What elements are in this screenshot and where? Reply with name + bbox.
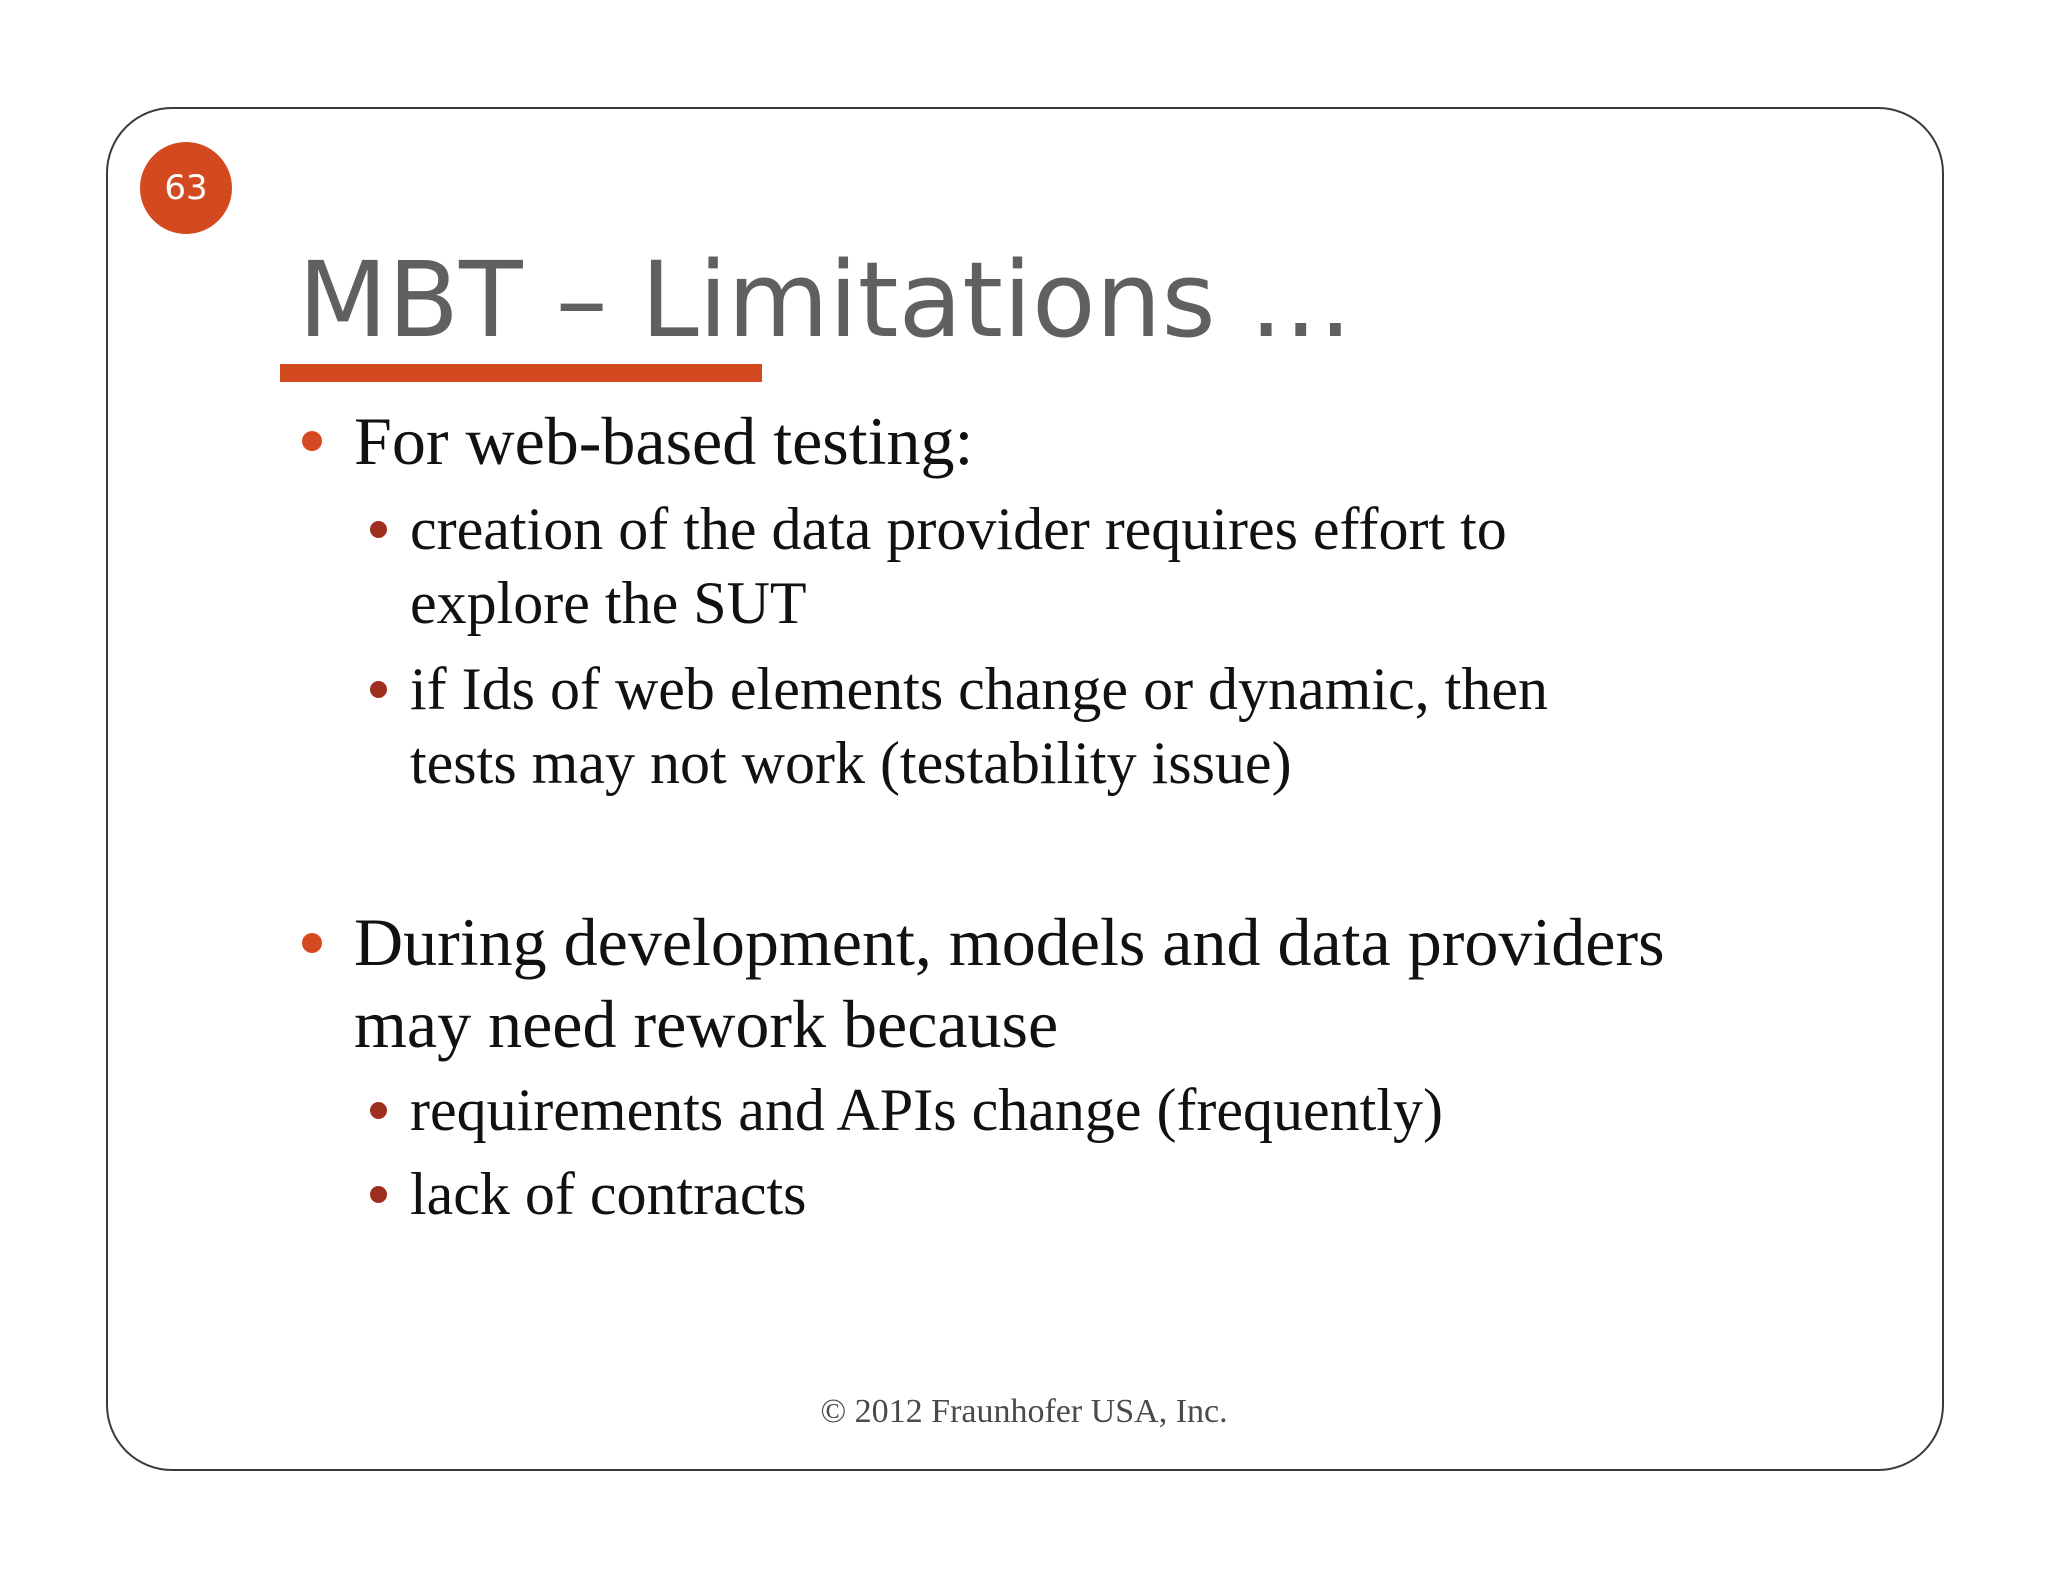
copyright-footer: © 2012 Fraunhofer USA, Inc. xyxy=(820,1393,1228,1430)
bullet-text: may need rework because xyxy=(354,986,1059,1062)
slide-title: MBT – Limitations … xyxy=(298,239,1353,361)
sub-bullet-text: requirements and APIs change (frequently) xyxy=(410,1077,1443,1143)
slide-number-badge: 63 xyxy=(140,142,232,234)
bullet-dot xyxy=(302,431,322,451)
sub-bullet-text: if Ids of web elements change or dynamic, then xyxy=(410,656,1548,722)
sub-bullet-dot xyxy=(370,1102,387,1119)
sub-bullet-text: tests may not work (testability issue) xyxy=(410,730,1292,796)
sub-bullet-dot xyxy=(370,1186,387,1203)
title-underline xyxy=(280,364,762,382)
bullet-text: For web-based testing: xyxy=(354,403,974,479)
sub-bullet-dot xyxy=(370,521,387,538)
bullet-text: During development, models and data providers xyxy=(354,904,1665,980)
sub-bullet-text: explore the SUT xyxy=(410,570,807,636)
bullet-dot xyxy=(302,933,322,953)
sub-bullet-text: lack of contracts xyxy=(410,1161,807,1227)
sub-bullet-text: creation of the data provider requires effort to xyxy=(410,496,1507,562)
sub-bullet-dot xyxy=(370,681,387,698)
